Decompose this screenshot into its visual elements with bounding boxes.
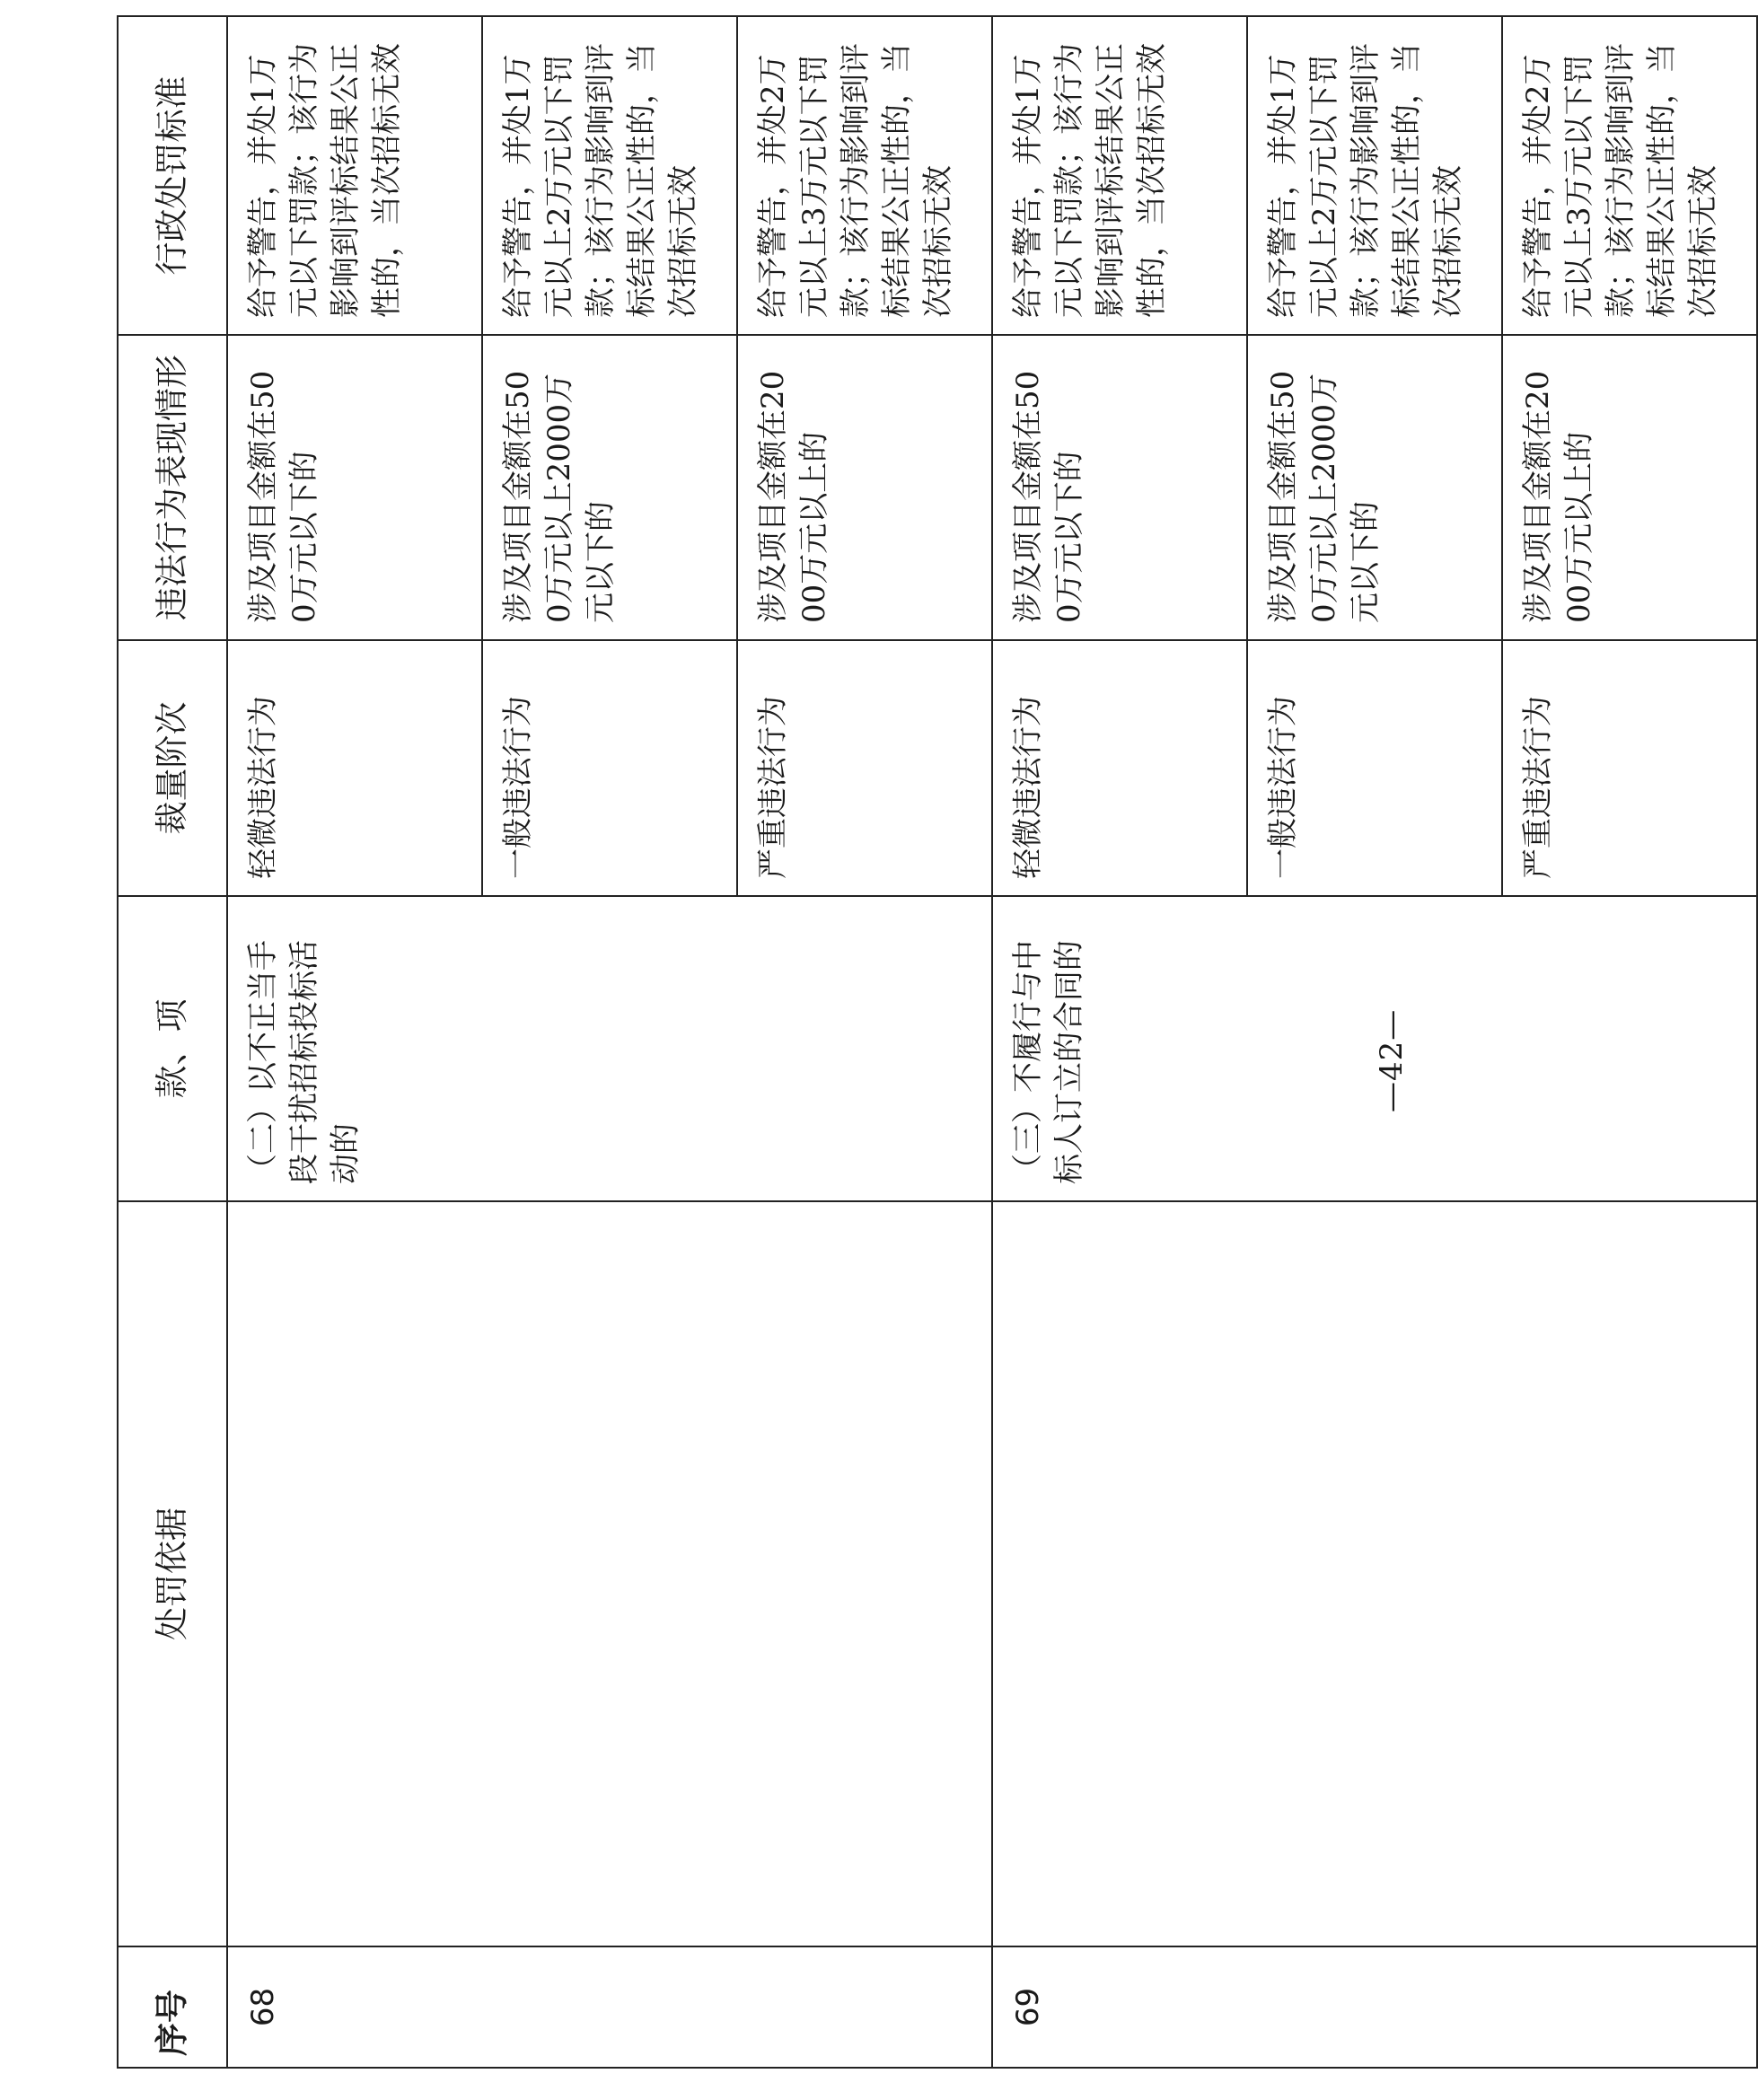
header-condition: 违法行为表现情形 xyxy=(118,335,227,640)
basis-cell xyxy=(992,1201,1757,1946)
table-row xyxy=(992,16,1247,2068)
item-cell: （三）不履行与中标人订立的合同的 xyxy=(992,896,1757,1201)
standard-cell: 给予警告，并处1万元以下罚款；该行为影响到评标结果公正性的，当次招标无效 xyxy=(227,16,482,335)
level-cell: 一般违法行为 xyxy=(1247,640,1502,896)
penalty-standards-table xyxy=(117,15,1758,2069)
header-level: 裁量阶次 xyxy=(118,640,227,896)
header-item: 款、项 xyxy=(118,896,227,1201)
condition-cell: 涉及项目金额在500万元以上2000万元以下的 xyxy=(1247,335,1502,640)
condition-cell: 涉及项目金额在2000万元以上的 xyxy=(1502,335,1757,640)
seq-cell: 68 xyxy=(227,1946,992,2068)
header-seq: 序号 xyxy=(118,1946,227,2068)
standard-cell: 给予警告，并处2万元以上3万元以下罚款；该行为影响到评标结果公正性的，当次招标无效 xyxy=(737,16,992,335)
standard-cell: 给予警告，并处1万元以上2万元以下罚款；该行为影响到评标结果公正性的，当次招标无效 xyxy=(1247,16,1502,335)
standard-cell: 给予警告，并处1万元以上2万元以下罚款；该行为影响到评标结果公正性的，当次招标无效 xyxy=(482,16,737,335)
header-standard: 行政处罚标准 xyxy=(118,16,227,335)
standard-cell: 给予警告，并处1万元以下罚款；该行为影响到评标结果公正性的，当次招标无效 xyxy=(992,16,1247,335)
basis-cell xyxy=(227,1201,992,1946)
header-basis: 处罚依据 xyxy=(118,1201,227,1946)
condition-cell: 涉及项目金额在500万元以下的 xyxy=(227,335,482,640)
seq-cell: 69 xyxy=(992,1946,1757,2068)
condition-cell: 涉及项目金额在2000万元以上的 xyxy=(737,335,992,640)
level-cell: 一般违法行为 xyxy=(482,640,737,896)
standard-cell: 给予警告，并处2万元以上3万元以下罚款；该行为影响到评标结果公正性的，当次招标无效 xyxy=(1502,16,1757,335)
condition-cell: 涉及项目金额在500万元以上2000万元以下的 xyxy=(482,335,737,640)
page-number: —42— xyxy=(1374,1008,1410,1112)
level-cell: 严重违法行为 xyxy=(737,640,992,896)
item-cell: （二）以不正当手段干扰招标投标活动的 xyxy=(227,896,992,1201)
level-cell: 轻微违法行为 xyxy=(992,640,1247,896)
level-cell: 严重违法行为 xyxy=(1502,640,1757,896)
table-header-row xyxy=(118,16,227,2068)
table-row xyxy=(227,16,482,2068)
condition-cell: 涉及项目金额在500万元以下的 xyxy=(992,335,1247,640)
level-cell: 轻微违法行为 xyxy=(227,640,482,896)
